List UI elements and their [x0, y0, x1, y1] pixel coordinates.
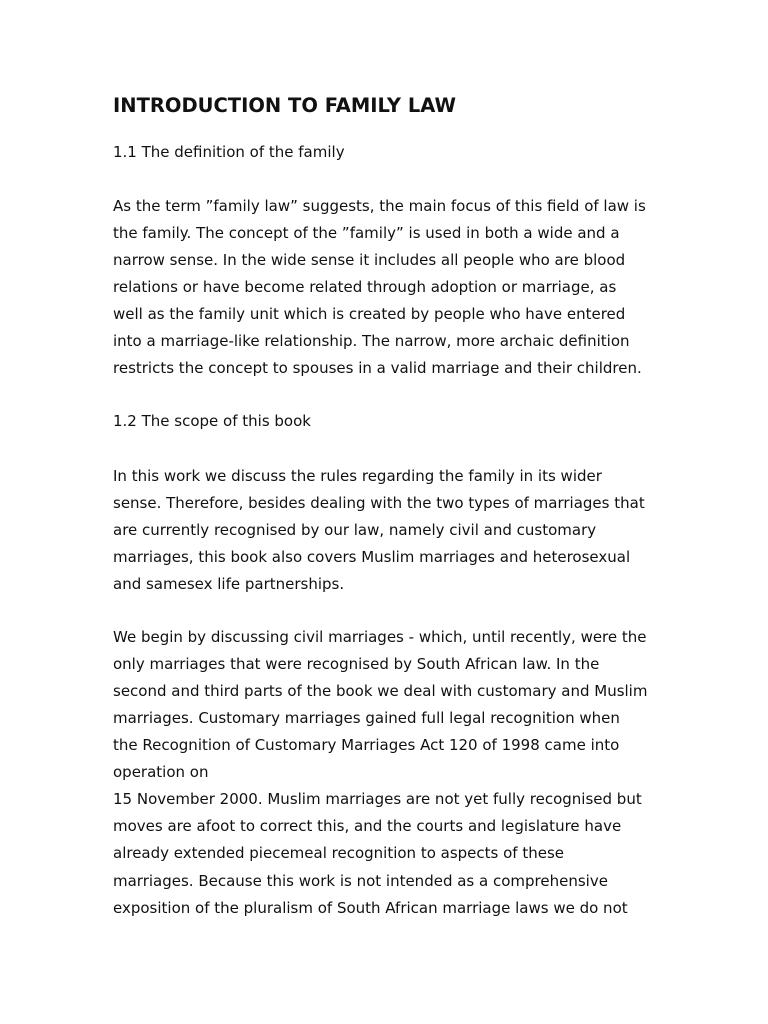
paragraph-line: second and third parts of the book we deal with customary and Muslim [113, 682, 648, 700]
paragraph-line: In this work we discuss the rules regarding the family in its wider [113, 467, 602, 485]
paragraph-line: exposition of the pluralism of South African marriage laws we do not [113, 899, 628, 917]
document-title: INTRODUCTION TO FAMILY LAW [113, 94, 456, 117]
paragraph-line: marriages. Customary marriages gained full legal recognition when [113, 709, 620, 727]
paragraph-line: only marriages that were recognised by South African law. In the [113, 655, 600, 673]
paragraph-line: moves are afoot to correct this, and the courts and legislature have [113, 817, 622, 835]
section-heading-definition: 1.1 The definition of the family [113, 143, 345, 161]
section-heading-scope: 1.2 The scope of this book [113, 412, 311, 430]
paragraph-line: well as the family unit which is created by people who have entered [113, 305, 626, 323]
paragraph-line: already extended piecemeal recognition to aspects of these [113, 844, 565, 862]
paragraph-line: marriages. Because this work is not intended as a comprehensive [113, 872, 608, 890]
paragraph-line: We begin by discussing civil marriages - which, until recently, were the [113, 628, 647, 646]
paragraph-line: operation on [113, 763, 209, 781]
paragraph-line: the Recognition of Customary Marriages Act 120 of 1998 came into [113, 736, 620, 754]
paragraph-line: restricts the concept to spouses in a valid marriage and their children. [113, 359, 642, 377]
paragraph-line: 15 November 2000. Muslim marriages are not yet fully recognised but [113, 790, 642, 808]
paragraph-line: As the term ”family law” suggests, the main focus of this field of law is [113, 197, 646, 215]
paragraph-line: into a marriage-like relationship. The narrow, more archaic definition [113, 332, 630, 350]
paragraph-line: are currently recognised by our law, namely civil and customary [113, 521, 597, 539]
paragraph-line: narrow sense. In the wide sense it includes all people who are blood [113, 251, 626, 269]
paragraph-line: relations or have become related through adoption or marriage, as [113, 278, 617, 296]
paragraph-line: and samesex life partnerships. [113, 575, 345, 593]
paragraph-line: marriages, this book also covers Muslim marriages and heterosexual [113, 548, 631, 566]
paragraph-line: sense. Therefore, besides dealing with the two types of marriages that [113, 494, 645, 512]
paragraph-line: the family. The concept of the ”family” is used in both a wide and a [113, 224, 620, 242]
